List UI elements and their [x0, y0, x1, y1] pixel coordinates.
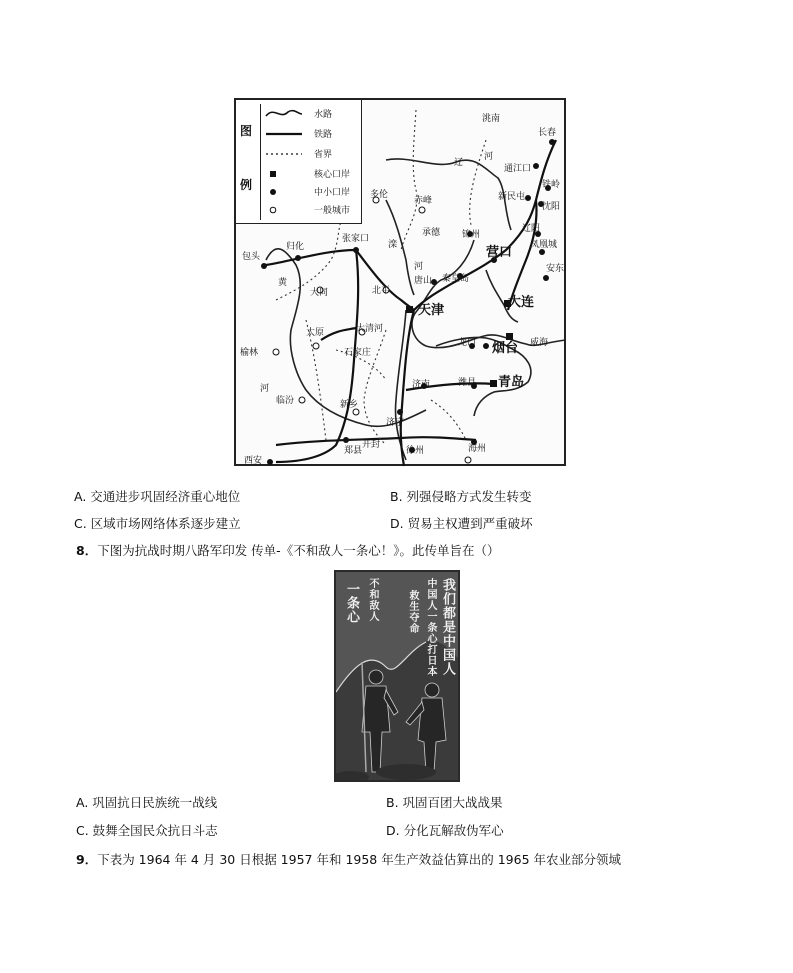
core-port-weihai [506, 333, 513, 340]
q7-option-d[interactable]: D. 贸易主权遭到严重破坏 [390, 516, 533, 531]
q7-option-c[interactable]: C. 区域市场网络体系逐步建立 [74, 516, 241, 531]
city-label: 辽 [454, 158, 464, 168]
railway-icon [264, 126, 304, 142]
city-label: 河 [260, 384, 270, 394]
map-legend [236, 100, 362, 224]
q7-option-b[interactable]: B. 列强侵略方式发生转变 [390, 489, 532, 504]
legend-title: 图 例 [240, 124, 253, 192]
city-label: 青岛 [498, 375, 525, 390]
city-label: 张家口 [342, 234, 370, 244]
city-label: 新民屯 [498, 192, 526, 202]
city-label: 临汾 [276, 396, 295, 406]
city-label: 石家庄 [344, 348, 372, 358]
legend-row-core-port: 核心口岸 [264, 166, 360, 182]
city-label: 包头 [242, 252, 261, 262]
city-label: 郑县 [344, 446, 363, 456]
city-label: 安东 [546, 264, 565, 274]
rail-taiyuan-shijiazhuang [321, 328, 356, 340]
city-label: 海州 [468, 444, 487, 454]
city-label: 归化 [286, 242, 305, 252]
leaflet-text-col3: 救生夺命 [407, 590, 418, 634]
q8-option-c[interactable]: C. 鼓舞全国民众抗日斗志 [76, 823, 218, 838]
city-label: 太原 [306, 328, 325, 338]
water-route-icon [264, 106, 304, 122]
city-label: 唐山 [414, 276, 433, 286]
city-label: 营口 [486, 245, 513, 260]
propaganda-leaflet-image [334, 570, 460, 782]
province-border-icon [264, 146, 304, 162]
city-label: 承德 [422, 228, 441, 238]
legend-row-medium-port: 中小口岸 [264, 184, 360, 200]
city-label: 沈阳 [542, 202, 561, 212]
city-label: 天津 [418, 303, 445, 318]
legend-row-water: 水路 [264, 106, 360, 122]
city-label: 赤峰 [414, 196, 433, 206]
leaflet-text-col1: 我们都是中国人 [440, 578, 455, 676]
city-label: 大连 [508, 295, 535, 310]
city-label: 济宁 [386, 418, 405, 428]
rail-baotou-zhangjiakou [266, 250, 356, 265]
leaflet-text-col2: 中国人一条心打日本 [425, 578, 436, 677]
leaflet-text-col4: 不和敌人 [367, 578, 378, 622]
city-label: 滦 [388, 240, 398, 250]
city-label: 凤凰城 [530, 240, 558, 250]
city-label: 河 [414, 262, 424, 272]
q7-option-a[interactable]: A. 交通进步巩固经济重心地位 [74, 489, 241, 504]
city-label: 济南 [412, 380, 431, 390]
city-label: 锦州 [462, 230, 481, 240]
q9-text: 下表为 1964 年 4 月 30 日根据 1957 年和 1958 年生产效益估算出的 1965 年农业部分领域 [97, 852, 621, 867]
legend-row-railway: 铁路 [264, 126, 360, 142]
q8-stem [76, 541, 499, 559]
city-label: 徐州 [406, 446, 425, 456]
city-label: 辽阳 [522, 224, 541, 234]
city-label: 榆林 [240, 348, 259, 358]
city-label: 多伦 [370, 190, 389, 200]
city-label: 北平 [372, 286, 391, 296]
city-label: 秦皇岛 [442, 274, 470, 284]
q8-text: 下图为抗战时期八路军印发 传单-《不和敌人一条心！》。此传单旨在（） [97, 543, 500, 558]
city-icon [264, 202, 304, 218]
medium-port-icon [264, 184, 304, 200]
liao-river [386, 159, 511, 230]
q8-option-d[interactable]: D. 分化瓦解敌伪军心 [386, 823, 504, 838]
map-figure [234, 98, 566, 466]
city-label: 烟台 [492, 341, 519, 356]
city-label: 河 [484, 152, 494, 162]
legend-row-border: 省界 [264, 146, 360, 162]
city-label: 开封 [362, 440, 381, 450]
city-label: 通江口 [504, 164, 532, 174]
city-label: 洮南 [482, 114, 501, 124]
q9-number: 9． [76, 852, 98, 867]
q8-number: 8． [76, 543, 98, 558]
legend-row-city: 一般城市 [264, 202, 360, 218]
city-label: 黄 [278, 278, 288, 288]
city-label: 大同 [310, 288, 329, 298]
city-label: 龙口 [458, 338, 477, 348]
leaflet-text-col5: 一条心 [344, 582, 359, 624]
q8-option-a[interactable]: A. 巩固抗日民族统一战线 [76, 795, 218, 810]
city-label: 威海 [530, 338, 549, 348]
city-label: 长春 [538, 128, 557, 138]
city-label: 新乡 [340, 400, 359, 410]
q9-stem [76, 850, 621, 868]
rail-shenyang-dalian [508, 200, 537, 310]
city-label: 大清河 [356, 324, 384, 334]
core-port-qingdao [490, 380, 497, 387]
core-port-icon [264, 166, 304, 182]
q8-option-b[interactable]: B. 巩固百团大战战果 [386, 795, 503, 810]
core-port-tianjin [406, 306, 413, 313]
city-label: 铁岭 [542, 180, 561, 190]
city-label: 西安 [244, 456, 263, 466]
city-label: 潍县 [458, 378, 477, 388]
